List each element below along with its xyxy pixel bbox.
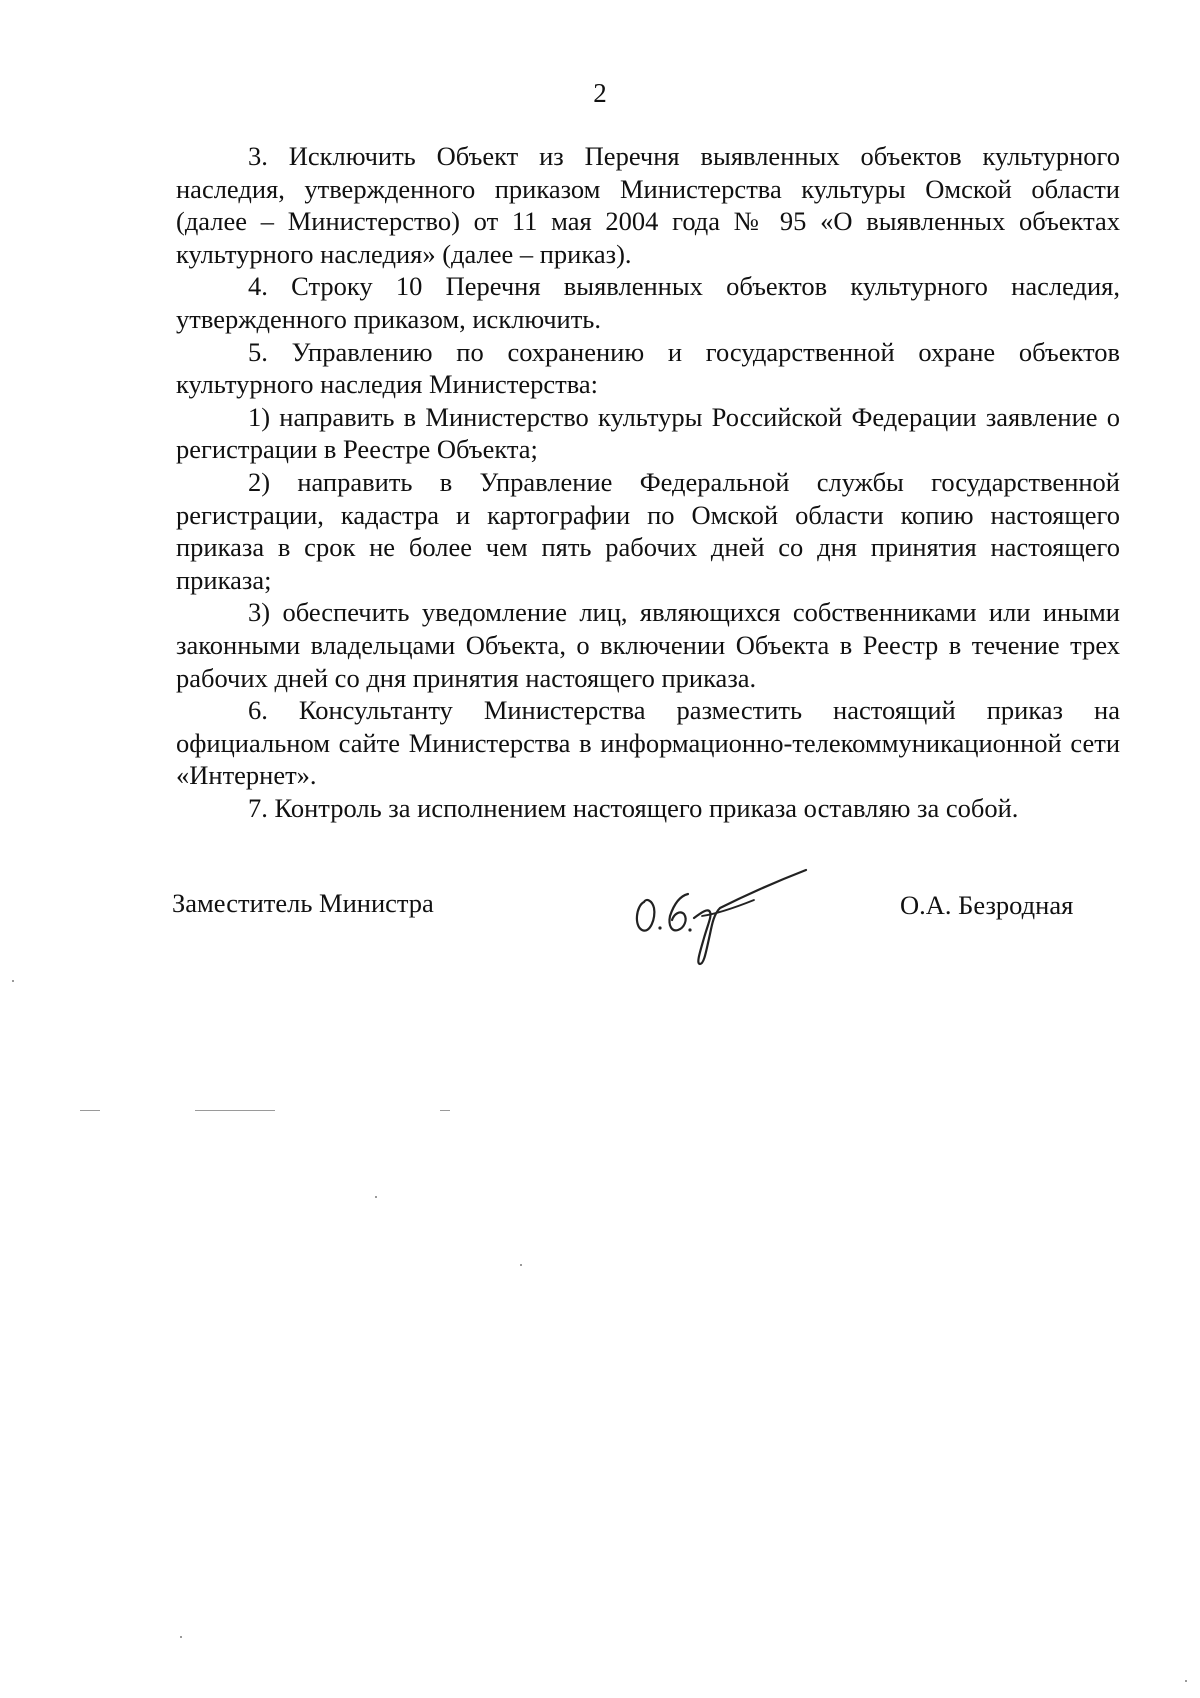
signatory-name: О.А. Безродная: [900, 890, 1074, 920]
scan-speck: [1185, 1680, 1187, 1682]
scan-speck: [12, 980, 14, 982]
paragraph-5-item-1: 1) направить в Министерство культуры Российской Федерации заявление о регистрации в Реестре Объекта;: [176, 401, 1120, 465]
scan-speck: [80, 1110, 100, 1111]
paragraph-6: 6. Консультанту Министерства разместить настоящий приказ на официальном сайте Министерства в информационно-телекоммуникационной сети «Интернет».: [176, 695, 1120, 791]
paragraph-3: 3. Исключить Объект из Перечня выявленных объектов культурного наследия, утвержденного приказом Министерства культуры Омской области (далее – Министерство) от 11 мая 2004 года № 95 «О выявленных объектах культурного наследия» (далее – приказ).: [176, 141, 1120, 269]
scan-speck: [195, 1110, 275, 1111]
scan-speck: [520, 1264, 522, 1266]
scan-speck: [440, 1110, 450, 1111]
paragraph-4: 4. Строку 10 Перечня выявленных объектов культурного наследия, утвержденного приказом, исключить.: [176, 271, 1120, 334]
document-body: [176, 140, 1120, 824]
signature-block: [0, 868, 1200, 968]
scan-speck: [180, 1636, 182, 1638]
page-number: 2: [593, 78, 607, 108]
handwritten-signature: [630, 868, 810, 968]
scan-speck: [375, 1196, 377, 1198]
paragraph-5: 5. Управлению по сохранению и государственной охране объектов культурного наследия Министерства:: [176, 336, 1120, 400]
signatory-position: Заместитель Министра: [172, 888, 434, 918]
paragraph-5-item-3: 3) обеспечить уведомление лиц, являющихся собственниками или иными законными владельцами Объекта, о включении Объекта в Реестр в течение трех рабочих дней со дня принятия настоящего приказа.: [176, 597, 1120, 693]
paragraph-7: 7. Контроль за исполнением настоящего приказа оставляю за собой.: [248, 792, 1019, 823]
paragraph-5-item-2: 2) направить в Управление Федеральной службы государственной регистрации, кадастра и картографии по Омской области копию настоящего приказа в срок не более чем пять рабочих дней со дня принятия настоящего приказа;: [176, 466, 1120, 595]
